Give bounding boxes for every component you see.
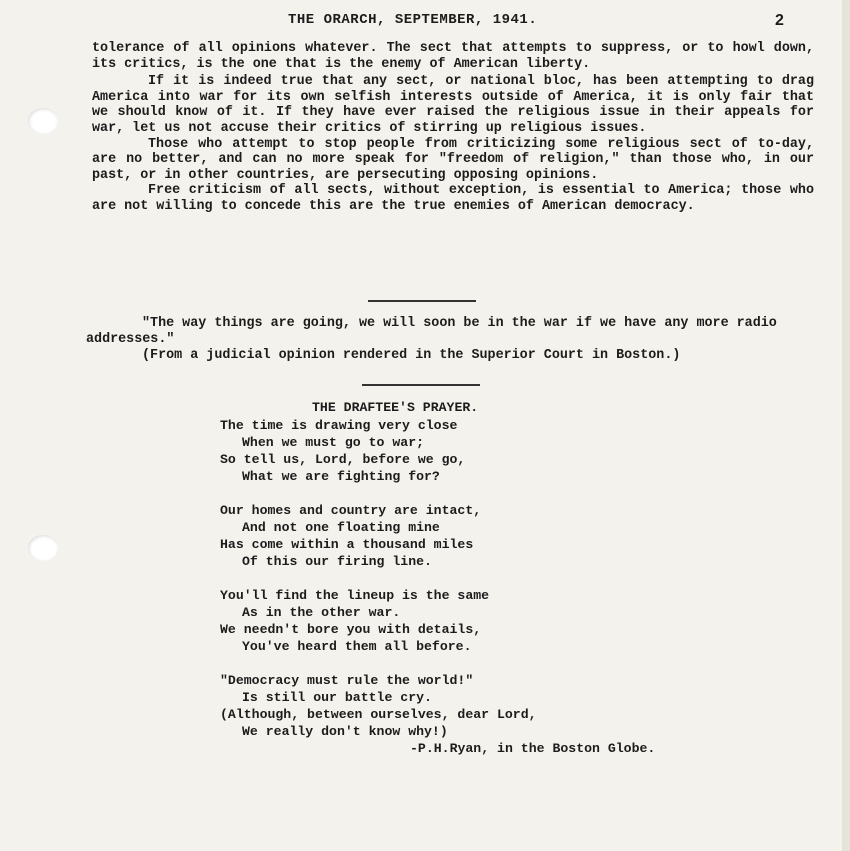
poem-line: Our homes and country are intact, — [220, 503, 482, 518]
header-title: THE ORARCH, SEPTEMBER, 1941. — [288, 12, 538, 28]
punch-hole-bottom — [28, 535, 58, 561]
poem-line: (Although, between ourselves, dear Lord, — [220, 707, 537, 722]
punch-hole-top — [28, 108, 58, 134]
quote-text: "The way things are going, we will soon be in the war if we have any more radio addresses." — [86, 316, 777, 347]
paper-edge — [842, 0, 850, 851]
poem-stanza — [220, 672, 780, 740]
poem-credit: -P.H.Ryan, in the Boston Globe. — [410, 741, 656, 756]
paragraph: tolerance of all opinions whatever. The sect that attempts to suppress, or to howl down, its critics, is the one that is the enemy of American liberty. — [92, 41, 814, 72]
poem-line: "Democracy must rule the world!" — [220, 673, 474, 688]
paragraph: If it is indeed true that any sect, or national bloc, has been attempting to drag America into war for its own selfish interests outside of America, it is only fair that we should know of it. If they have ever raised the religious issue in their appeals for war, let us not accuse their critics of stirring up religious issues. — [92, 74, 814, 136]
poem — [220, 399, 780, 757]
poem-line: Is still our battle cry. — [242, 690, 432, 705]
paragraph: Free criticism of all sects, without exception, is essential to America; those who are not willing to concede this are the true enemies of American democracy. — [92, 183, 814, 214]
poem-stanza — [220, 417, 780, 485]
quote-attribution: (From a judicial opinion rendered in the Superior Court in Boston.) — [142, 348, 681, 363]
poem-line: And not one floating mine — [242, 520, 440, 535]
paragraph: Those who attempt to stop people from criticizing some religious sect of to-day, are no better, and can no more speak for "freedom of religion," than those who, in our past, or in other countries, are persecuting opposing opinions. — [92, 136, 814, 183]
poem-line: Has come within a thousand miles — [220, 537, 474, 552]
poem-line: When we must go to war; — [242, 435, 425, 450]
poem-stanza — [220, 502, 780, 570]
poem-line: So tell us, Lord, before we go, — [220, 452, 466, 467]
quote-block — [86, 316, 806, 364]
section-divider — [368, 300, 476, 302]
poem-line: We needn't bore you with details, — [220, 622, 482, 637]
article-body — [92, 41, 814, 215]
poem-title: THE DRAFTEE'S PRAYER. — [312, 400, 479, 415]
poem-stanza — [220, 587, 780, 655]
poem-line: As in the other war. — [242, 605, 401, 620]
page-number: 2 — [775, 12, 784, 29]
poem-line: Of this our firing line. — [242, 554, 432, 569]
poem-line: We really don't know why!) — [242, 724, 448, 739]
poem-stanzas — [220, 417, 780, 740]
poem-line: You've heard them all before. — [242, 639, 472, 654]
poem-line: You'll find the lineup is the same — [220, 588, 490, 603]
section-divider — [362, 384, 480, 386]
poem-line: What we are fighting for? — [242, 469, 440, 484]
poem-line: The time is drawing very close — [220, 418, 458, 433]
